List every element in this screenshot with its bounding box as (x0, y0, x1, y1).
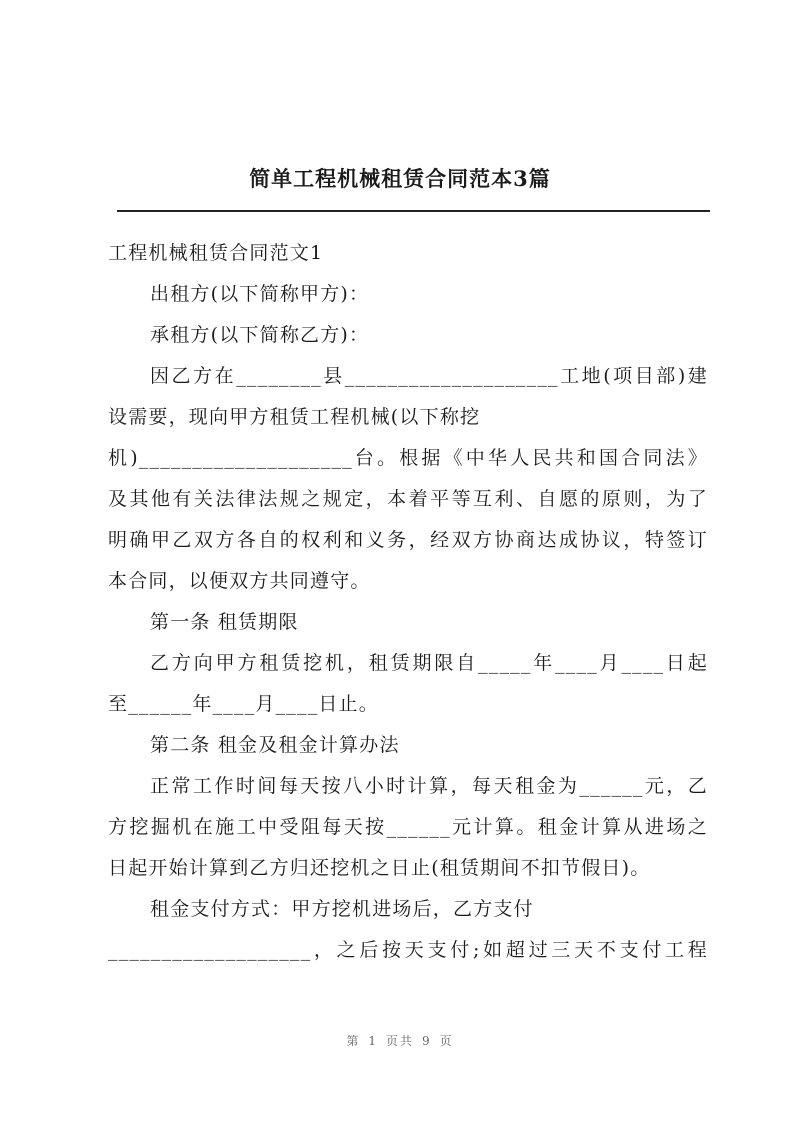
page-title: 简单工程机械租赁合同范本3篇 (249, 166, 551, 191)
article-heading: 第二条 租金及租金计算办法 (150, 734, 400, 756)
text-line: ___________________，之后按天支付;如超过三天不支付工程 (108, 939, 708, 961)
text-line: 至______年____月____日止。 (108, 693, 380, 715)
footer-mid: 页共 (385, 1034, 414, 1048)
text-line: 及其他有关法律法规之规定，本着平等互利、自愿的原则，为了 (108, 488, 708, 510)
section-heading: 工程机械租赁合同范文1 (108, 242, 324, 264)
footer-suffix: 页 (439, 1034, 454, 1048)
text-line: 机)____________________台。根据《中华人民共和国合同法》 (108, 447, 708, 469)
text-line: 日起开始计算到乙方归还挖机之日止(租赁期间不扣节假日)。 (108, 857, 651, 879)
text-line: 出租方(以下简称甲方)： (150, 283, 370, 305)
page-footer (0, 1032, 800, 1049)
text-line: 正常工作时间每天按八小时计算，每天租金为______元，乙 (150, 775, 708, 797)
text-line: 承租方(以下简称乙方)： (150, 324, 370, 346)
document-body (108, 233, 708, 971)
article-heading: 第一条 租赁期限 (150, 611, 299, 633)
text-line: 设需要，现向甲方租赁工程机械(以下称挖 (108, 406, 481, 428)
footer-prefix: 第 (346, 1034, 361, 1048)
text-line: 因乙方在________县____________________工地(项目部)建 (150, 365, 708, 387)
text-line: 明确甲乙双方各自的权利和义务，经双方协商达成协议，特签订 (108, 529, 708, 551)
footer-total-pages: 9 (422, 1034, 432, 1048)
text-line: 租金支付方式：甲方挖机进场后，乙方支付 (150, 898, 534, 920)
text-line: 本合同，以便双方共同遵守。 (108, 570, 371, 592)
text-line: 乙方向甲方租赁挖机，租赁期限自_____年____月____日起 (150, 652, 708, 674)
text-line: 方挖掘机在施工中受阻每天按______元计算。租金计算从进场之 (108, 816, 708, 838)
footer-current-page: 1 (368, 1034, 378, 1048)
title-divider (117, 210, 710, 212)
